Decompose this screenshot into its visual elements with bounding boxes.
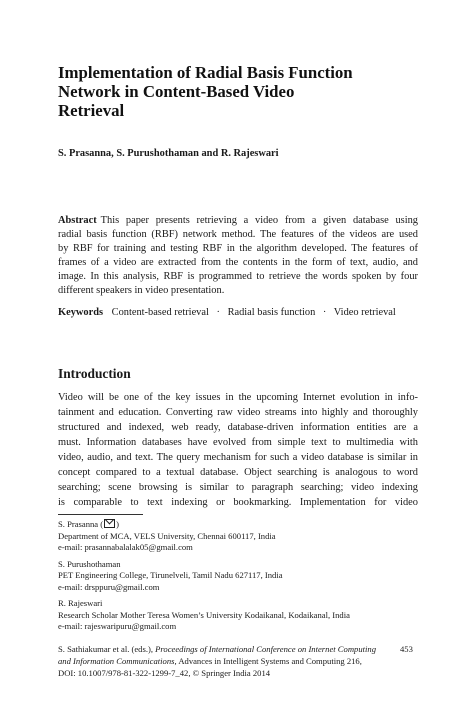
title-line: Retrieval [58, 101, 125, 120]
keyword: Video retrieval [333, 307, 396, 318]
footnote-email: e-mail: rajeswaripuru@gmail.com [58, 621, 177, 631]
body-line: Video will be one of the key issues in the upcoming Internet evolution in info- [58, 392, 418, 403]
keyword-separator: · [322, 307, 327, 318]
keyword: Content-based retrieval [111, 307, 209, 318]
keywords-label: Keywords [58, 307, 104, 318]
keyword-separator: · [216, 307, 220, 318]
citation-line: S. Sathiakumar et al. (eds.), Proceedings of International Conference on Internet Computing [58, 644, 376, 654]
page-number: 453 [400, 644, 413, 654]
title-line: Implementation of Radial Basis Function [58, 63, 353, 82]
citation-footer [58, 643, 418, 679]
author-list: S. Prasanna, S. Purushothaman and R. Rajeswari [58, 148, 279, 159]
footnote-email: e-mail: prasannabalalak05@gmail.com [58, 542, 193, 552]
body-line: tainment and education. Converting raw video streams into highly and thoroughly [58, 407, 418, 418]
footnote-purushothaman [58, 559, 438, 594]
section-heading-introduction: Introduction [58, 366, 131, 381]
abstract-line: by RBF for training and testing RBF in the algorithm developed. The features of [58, 243, 418, 254]
abstract-line: frames of a video are extracted from the contents in the form of text, audio, and [58, 257, 418, 268]
abstract-line: Abstract This paper presents retrieving a video from a given database using [58, 215, 418, 226]
footnote-name: R. Rajeswari [58, 598, 103, 608]
paper-title [58, 63, 398, 120]
abstract [58, 214, 418, 298]
footnote-affiliation: Research Scholar Mother Teresa Women’s University Kodaikanal, Kodaikanal, India [58, 609, 350, 620]
footnote-prasanna [58, 519, 438, 554]
footnote-name: S. Prasanna ( ) [58, 519, 119, 529]
footnote-rajeswari [58, 598, 438, 633]
abstract-line: different speakers in video presentation. [58, 285, 225, 296]
envelope-icon [104, 519, 115, 528]
title-line: Network in Content-Based Video [58, 82, 295, 101]
footnote-divider [58, 514, 143, 515]
body-line: must. Information databases have evolved from simple text to multimedia with [58, 437, 418, 448]
abstract-line: radial basis function (RBF) network method. The features of the videos are used [58, 229, 418, 240]
body-line: structured and indexed, web ready, database-driven information entities are a [58, 422, 418, 433]
keyword: Radial basis function [227, 307, 316, 318]
body-line: video, audio, and text. The query mechanism for such a video database is similar in [58, 452, 418, 463]
footnote-name: S. Purushothaman [58, 558, 121, 569]
footnote-email: e-mail: drsppuru@gmail.com [58, 581, 160, 592]
footnote-affiliation: Department of MCA, VELS University, Chennai 600117, India [58, 530, 276, 541]
author-footnotes [58, 519, 438, 638]
body-line: is comparable to text indexing or bookmarking. Implementation for video [58, 497, 418, 508]
footnote-affiliation: PET Engineering College, Tirunelveli, Tamil Nadu 627117, India [58, 570, 283, 580]
abstract-label: Abstract [58, 215, 97, 226]
abstract-line: image. In this analysis, RBF is programmed to retrieve the words spoken by four [58, 271, 418, 282]
citation-line: DOI: 10.1007/978-81-322-1299-7_42, © Springer India 2014 [58, 668, 271, 678]
keywords [58, 307, 396, 318]
citation-line: and Information Communications, Advances in Intelligent Systems and Computing 216, [58, 656, 362, 666]
body-line: searching; scene browsing is similar to paragraph searching; video indexing [58, 482, 418, 493]
introduction-body [58, 390, 418, 510]
body-line: concept compared to a textual database. Object searching is analogous to word [58, 467, 418, 478]
